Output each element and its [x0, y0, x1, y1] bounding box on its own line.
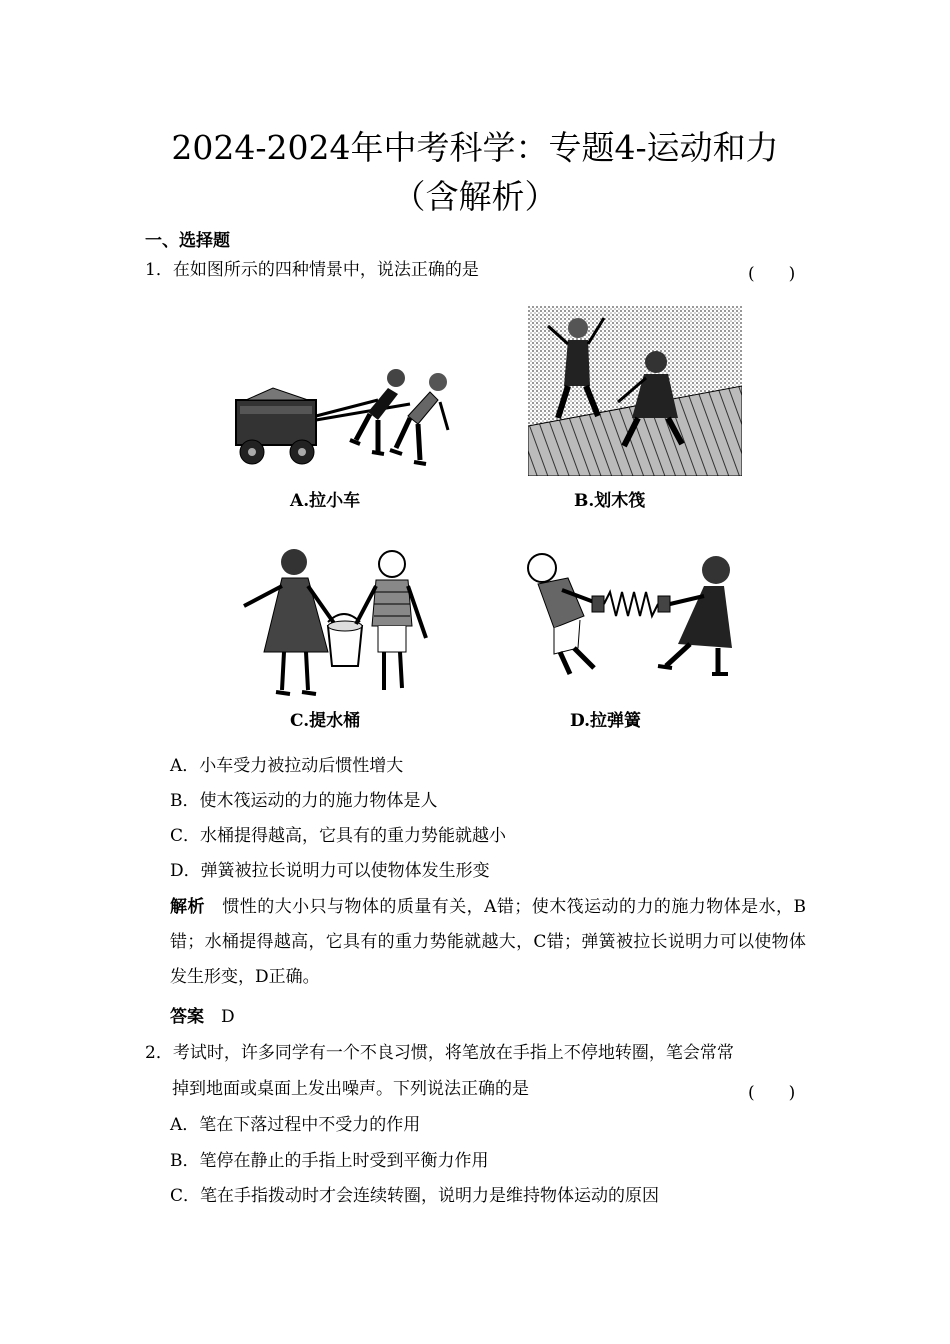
- q2-stem-text-1: 考试时，许多同学有一个不良习惯，将笔放在手指上不停地转圈，笔会常常: [172, 1043, 734, 1063]
- pulling-spring-illustration: [518, 544, 746, 684]
- q1-answer-value: D: [221, 1007, 235, 1027]
- q1-analysis-label: 解析: [170, 897, 205, 917]
- q1-stem: [145, 259, 479, 281]
- figure-c-label: C.提水桶: [290, 711, 361, 731]
- q1-option-b[interactable]: B．使木筏运动的力的施力物体是人: [170, 791, 438, 811]
- q1-analysis: [170, 890, 806, 995]
- q2-option-b[interactable]: B．笔停在静止的手指上时受到平衡力作用: [170, 1151, 489, 1171]
- q1-option-d[interactable]: D．弹簧被拉长说明力可以使物体发生形变: [170, 861, 490, 881]
- q1-answer: [170, 1006, 235, 1028]
- q1-number: 1．: [145, 260, 173, 280]
- q1-stem-text: 在如图所示的四种情景中，说法正确的是: [172, 260, 479, 280]
- document-title: 2024-2024年中考科学：专题4-运动和力: [171, 128, 779, 167]
- section-heading: 一、选择题: [145, 231, 230, 251]
- carrying-bucket-illustration: [236, 542, 436, 702]
- q2-answer-blank: ( ): [748, 1083, 796, 1103]
- pulling-cart-illustration: [228, 360, 460, 472]
- figure-b-label: B.划木筏: [574, 491, 646, 511]
- q1-option-a[interactable]: A．小车受力被拉动后惯性增大: [170, 756, 404, 776]
- q1-answer-label: 答案: [170, 1007, 204, 1027]
- q2-number: 2．: [145, 1043, 173, 1063]
- q2-stem-line2: 掉到地面或桌面上发出噪声。下列说法正确的是: [172, 1079, 529, 1099]
- q2-option-a[interactable]: A．笔在下落过程中不受力的作用: [170, 1115, 421, 1135]
- figure-d-label: D.拉弹簧: [570, 711, 642, 731]
- q2-stem-line1: [145, 1042, 734, 1064]
- q2-option-c[interactable]: C．笔在手指拨动时才会连续转圈，说明力是维持物体运动的原因: [170, 1186, 660, 1206]
- q1-option-c[interactable]: C．水桶提得越高，它具有的重力势能就越小: [170, 826, 507, 846]
- document-subtitle: （含解析）: [392, 177, 558, 216]
- figure-a-label: A.拉小车: [290, 491, 361, 511]
- rowing-raft-illustration: [528, 306, 742, 476]
- q1-answer-blank: ( ): [748, 264, 796, 284]
- q1-analysis-text: 惯性的大小只与物体的质量有关，A错；使木筏运动的力的施力物体是水，B错；水桶提得越高，它具有的重力势能就越大，C错；弹簧被拉长说明力可以使物体发生形变，D正确。: [170, 897, 806, 987]
